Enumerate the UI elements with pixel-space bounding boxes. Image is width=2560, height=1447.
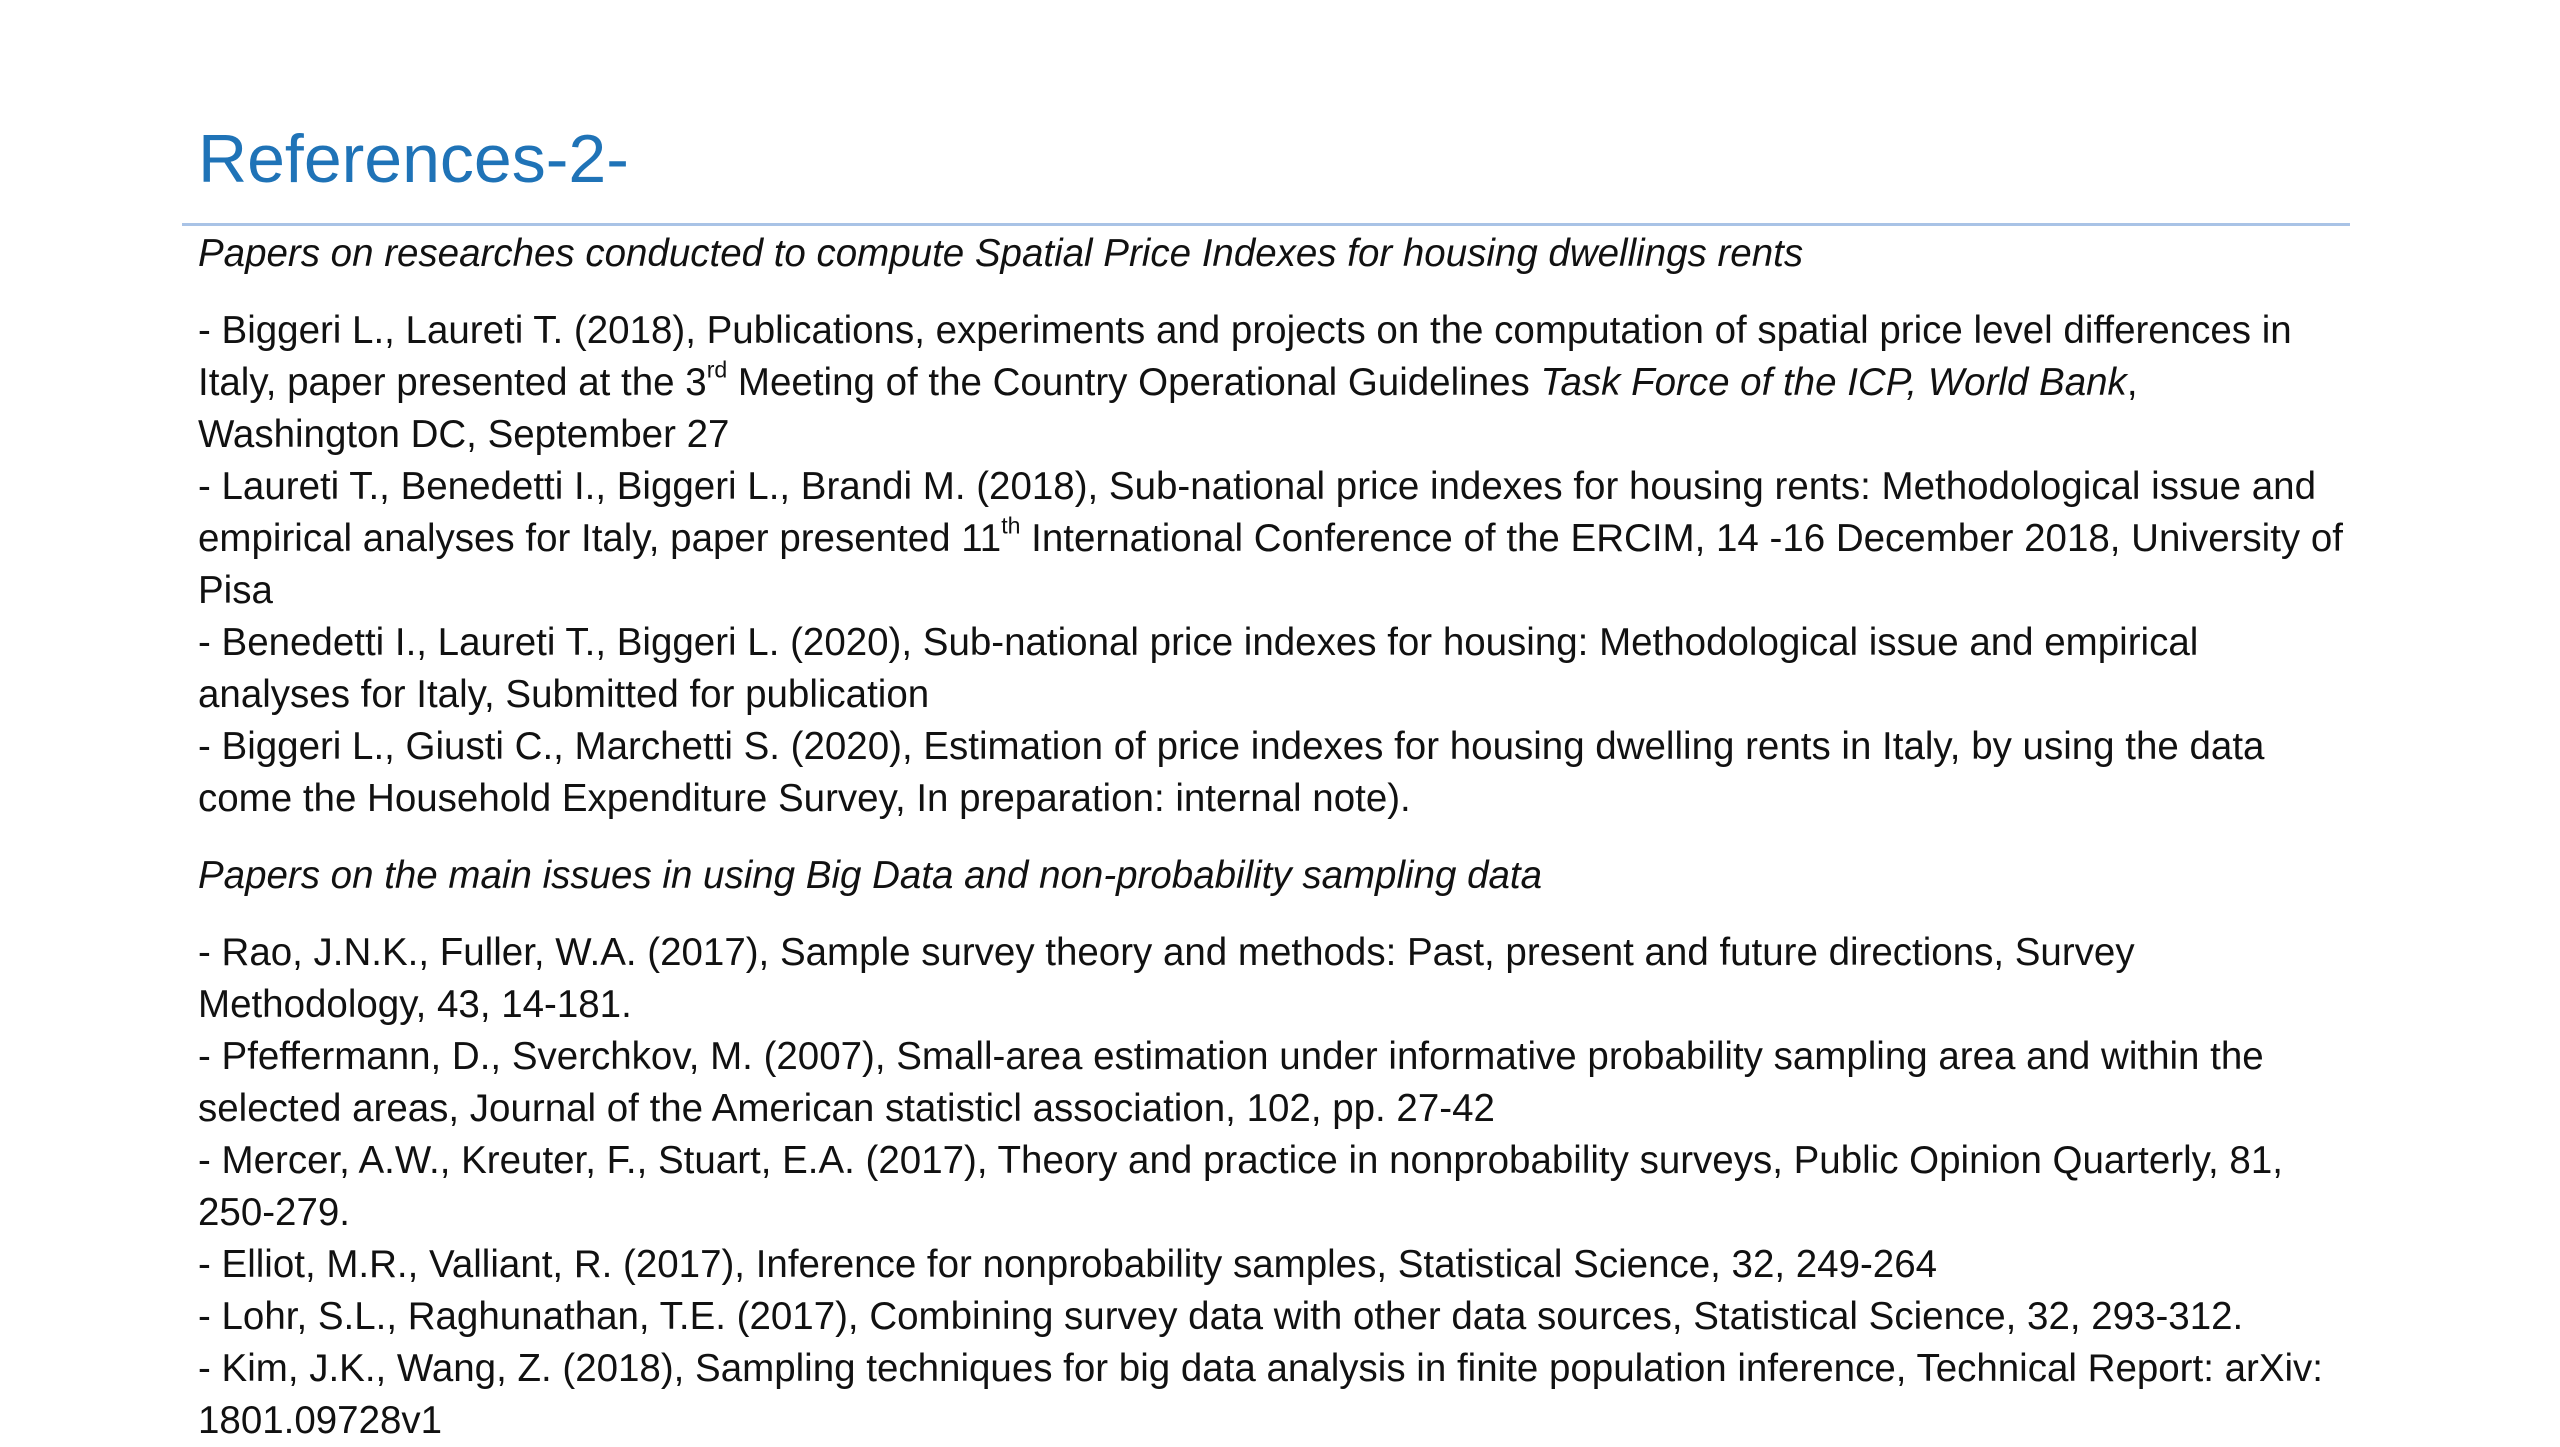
section-heading-big-data: Papers on the main issues in using Big Data and non-probability sampling data <box>198 854 1543 897</box>
reference-item: - Pfeffermann, D., Sverchkov, M. (2007), Small-area estimation under informative probability sampling area and within the selected areas, Journal of the American statisticl association, 102, pp. 27-42 <box>198 1035 2264 1130</box>
reference-item: - Elliot, M.R., Valliant, R. (2017), Inference for nonprobability samples, Statistical Science, 32, 249-264 <box>198 1243 1938 1286</box>
reference-item: - Biggeri L., Laureti T. (2018), Publications, experiments and projects on the computation of spatial price level differences in Italy, paper presented at the 3rd Meeting of the Country Operational Guidelines Task Force of the ICP, World Bank, Washington DC, September 27 <box>198 309 2292 456</box>
reference-item: - Kim, J.K., Wang, Z. (2018), Sampling techniques for big data analysis in finite population inference, Technical Report: arXiv: 1801.09728v1 <box>198 1347 2324 1442</box>
reference-item: - Lohr, S.L., Raghunathan, T.E. (2017), Combining survey data with other data sources, Statistical Science, 32, 293-312. <box>198 1295 2244 1338</box>
reference-item: - Biggeri L., Giusti C., Marchetti S. (2020), Estimation of price indexes for housing dwelling rents in Italy, by using the data come the Household Expenditure Survey, In preparation: internal note). <box>198 725 2265 820</box>
references-content <box>198 228 2348 1447</box>
section-heading-spatial-price: Papers on researches conducted to compute Spatial Price Indexes for housing dwellings rents <box>198 232 1804 275</box>
reference-item: - Mercer, A.W., Kreuter, F., Stuart, E.A. (2017), Theory and practice in nonprobability surveys, Public Opinion Quarterly, 81, 250-279. <box>198 1139 2283 1234</box>
slide-title: References-2- <box>198 121 629 197</box>
reference-item: - Rao, J.N.K., Fuller, W.A. (2017), Sample survey theory and methods: Past, present and future directions, Survey Methodology, 43, 14-181. <box>198 931 2135 1026</box>
title-divider <box>182 223 2350 226</box>
reference-item: - Laureti T., Benedetti I., Biggeri L., Brandi M. (2018), Sub-national price indexes for housing rents: Methodological issue and empirical analyses for Italy, paper presented 11th International Conference of the ERCIM, 14 -16 December 2018, University of Pisa <box>198 465 2343 612</box>
reference-item: - Benedetti I., Laureti T., Biggeri L. (2020), Sub-national price indexes for housing: Methodological issue and empirical analyses for Italy, Submitted for publication <box>198 621 2199 716</box>
